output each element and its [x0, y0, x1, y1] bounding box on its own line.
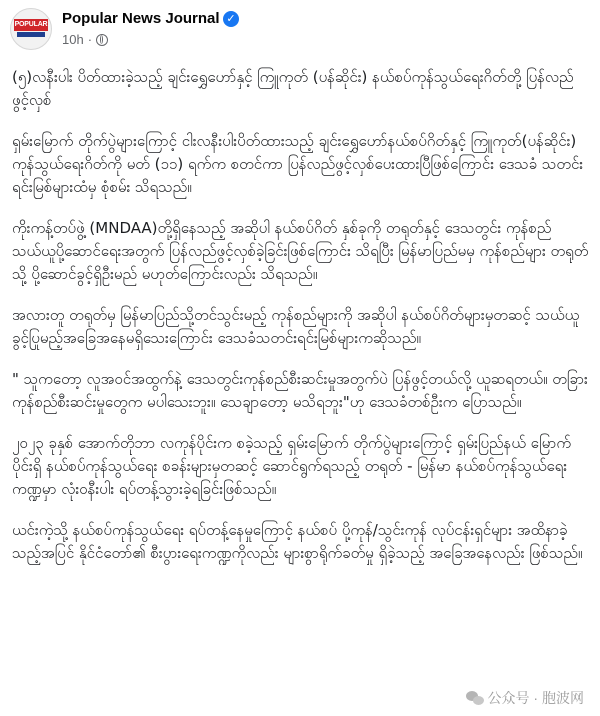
globe-icon[interactable]	[96, 34, 108, 46]
post-paragraph: ယင်းကဲ့သို့ နယ်စပ်ကုန်သွယ်ရေး ရပ်တန့်နေမှုကြောင့် နယ်စပ် ပို့ကုန်/သွင်းကုန် လုပ်ငန်းရှင်များ အထိနာခဲ့သည့်အပြင် နိုင်ငံတော်၏ စီးပွားရေးကဏ္ဍကိုလည်း များစွာရိုက်ခတ်မှု ရှိခဲ့သည့် အခြေအနေလည်း ဖြစ်သည်။	[12, 521, 583, 562]
post-paragraph: ရှမ်းမြောက် တိုက်ပွဲများကြောင့် ငါးလနီးပါးပိတ်ထားသည့် ချင်းရွှေဟော်နယ်စပ်ဂိတ်နှင့် ကြူကုတ်(ပန်ဆိုင်း) ကုန်သွယ်ရေးဂိတ်ကို မတ် (၁၁) ရက်က စတင်ကာ ပြန်လည်ဖွင့်လှစ်ပေးထားပြီဖြစ်ကြောင်း ဒေသခံ သတင်းရင်းမြစ်များထံမှ စုံစမ်း သိရသည်။	[12, 132, 584, 196]
watermark-text: 公众号 · 胞波网	[487, 690, 584, 706]
post-paragraph: အလားတူ တရုတ်မှ မြန်မာပြည်သို့တင်သွင်းမည့် ကုန်စည်များကို အဆိုပါ နယ်စပ်ဂိတ်များမှတဆင့် သယ်ယူခွင့်ပြုမည့်အခြေအနေမရှိသေးကြောင်း ဒေသခံသတင်းရင်းမြစ်များကဆိုသည်။	[12, 306, 580, 347]
post-paragraph: (၅)လနီးပါး ပိတ်ထားခဲ့သည့် ချင်းရွှေဟော်နှင့် ကြူကုတ် (ပန်ဆိုင်း) နယ်စပ်ကုန်သွယ်ရေးဂိတ်တို့ ပြန်လည်ဖွင့်လှစ်	[12, 68, 574, 109]
logo-text: POPULAR	[14, 19, 48, 31]
page-name-link[interactable]: Popular News Journal	[62, 10, 220, 27]
post-paragraph: " သူကတော့ လူအဝင်အထွက်နဲ့ ဒေသတွင်းကုန်စည်စီးဆင်းမှုအတွက်ပဲ ပြန်ဖွင့်တယ်လို့ ယူဆရတယ်။ တခြားကုန်စည်စီးဆင်းမှုတွေက မပါသေးဘူး။ သေချာတော့ မသိရဘူး"ဟု ဒေသခံတစ်ဦးက ပြောသည်။	[12, 370, 588, 411]
meta-separator: ·	[87, 32, 93, 47]
page-avatar[interactable]	[10, 8, 52, 50]
verified-badge-icon: ✓	[223, 11, 239, 27]
post-paragraph: ကိုးကန့်တပ်ဖွဲ့ (MNDAA)တို့ရှိနေသည့် အဆိုပါ နယ်စပ်ဂိတ် နှစ်ခုကို တရုတ်နှင့် ဒေသတွင်း ကုန်စည်သယ်ယူပို့ဆောင်ရေးအတွက် ပြန်လည်ဖွင့်လှစ်ခဲ့ခြင်းဖြစ်ကြောင်း သိရပြီး မြန်မာပြည်မမှ ကုန်စည်များ တရုတ်သို့ ပို့ဆောင်ခွင့်ရှိဦးမည် မဟုတ်ကြောင်းလည်း သိရသည်။	[12, 219, 589, 283]
post-body	[12, 66, 590, 583]
post-time[interactable]: 10h	[62, 32, 84, 47]
post-meta	[62, 32, 108, 47]
post-header	[10, 8, 590, 56]
watermark	[466, 688, 584, 708]
wechat-icon	[466, 691, 484, 705]
post-paragraph: ၂၀၂၃ ခုနှစ် အောက်တိုဘာ လကုန်ပိုင်းက စခဲ့သည့် ရှမ်းမြောက် တိုက်ပွဲများကြောင့် ရှမ်းပြည်နယ် မြောက်ပိုင်းရှိ နယ်စပ်ကုန်သွယ်ရေး စခန်းများမှတဆင့် ဆောင်ရွက်ရသည့် တရုတ် - မြန်မာ နယ်စပ်ကုန်သွယ်ရေး ကဏ္ဍမှာ လုံးဝနီးပါး ရပ်တန့်သွားခဲ့ရခြင်းဖြစ်သည်။	[12, 434, 572, 498]
logo-bar	[17, 32, 45, 37]
